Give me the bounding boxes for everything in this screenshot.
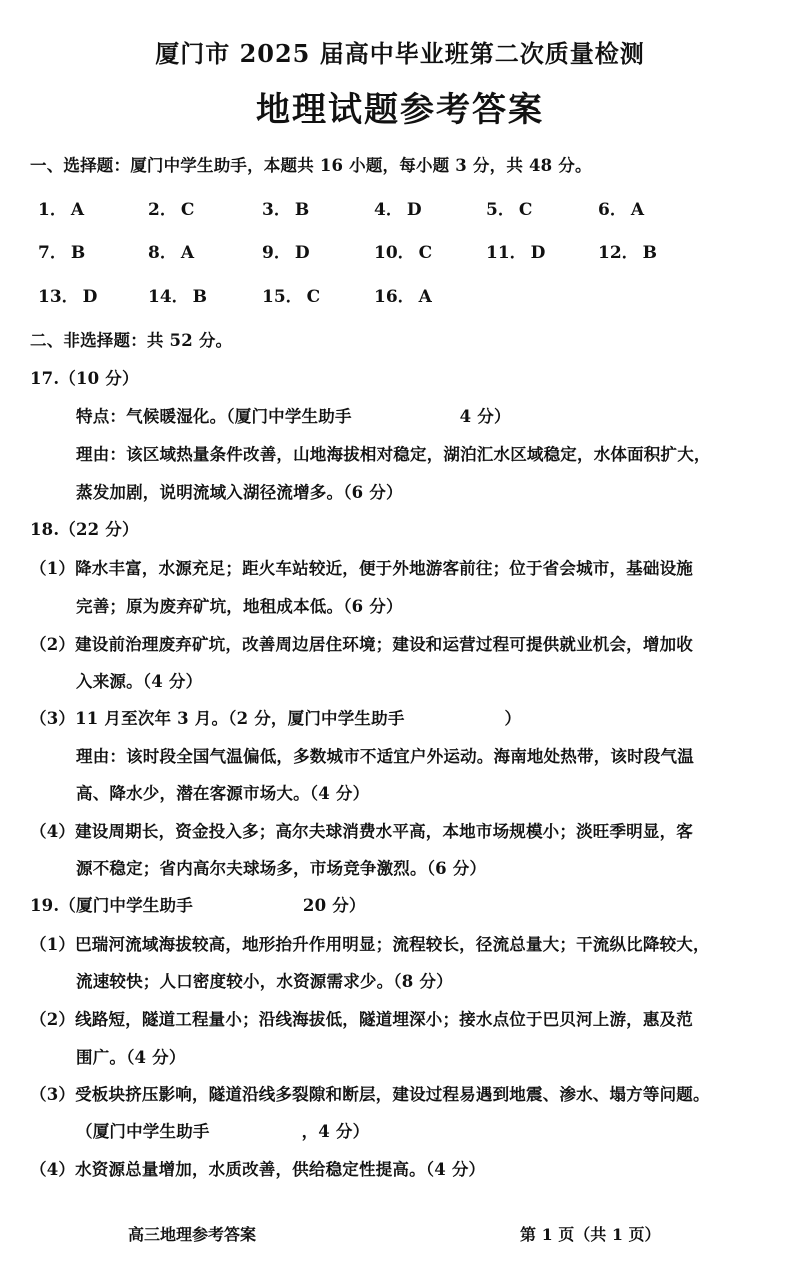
- mc-answer-letter: A: [630, 200, 645, 220]
- section1-heading: 一、选择题：厦门中学生助手，本题共 16 小题，每小题 3 分，共 48 分。: [30, 156, 592, 175]
- q19-part3-line2: [76, 1118, 369, 1142]
- mc-answer-item: [262, 282, 320, 307]
- mc-answer-letter: B: [192, 287, 208, 307]
- mc-answer-letter: B: [294, 200, 310, 220]
- mc-answer-item: [148, 195, 194, 220]
- q17-feature-text: 特点：气候暖湿化。（厦门中学生助手: [76, 407, 352, 426]
- mc-answer-item: [374, 238, 432, 263]
- mc-answer-item: [598, 195, 644, 220]
- mc-answer-letter: A: [180, 243, 195, 263]
- q19-part2-line2: 围广。（4 分）: [76, 1048, 186, 1067]
- q18-part2-line1: （2）建设前治理废弃矿坑，改善周边居住环境；建设和运营过程可提供就业机会，增加收: [30, 635, 693, 654]
- q19-part3-text: （厦门中学生助手: [76, 1122, 210, 1141]
- mc-answer-letter: D: [530, 243, 546, 263]
- q19-part1-line1: （1）巴瑞河流域海拔较高，地形抬升作用明显；流程较长，径流总量大；干流纵比降较大，: [30, 935, 710, 954]
- q18-part2-line2: 入来源。（4 分）: [76, 672, 203, 691]
- mc-answer-letter: C: [306, 287, 321, 307]
- mc-question-number: 9．: [262, 243, 291, 263]
- mc-answer-item: [38, 238, 85, 263]
- footer-page-number: 第 1 页（共 1 页）: [520, 1225, 661, 1244]
- mc-answer-letter: C: [418, 243, 433, 263]
- mc-answer-letter: C: [180, 200, 195, 220]
- exam-title: 厦门市 2025 届高中毕业班第二次质量检测: [155, 39, 645, 68]
- q18-part4-line2: 源不稳定；省内高尔夫球场多，市场竞争激烈。（6 分）: [76, 859, 487, 878]
- q17-label: 17.（10 分）: [30, 369, 139, 388]
- mc-question-number: 4．: [374, 200, 403, 220]
- mc-answer-letter: D: [406, 200, 422, 220]
- mc-question-number: 7．: [38, 243, 67, 263]
- mc-answer-letter: C: [518, 200, 533, 220]
- q18-part3-reason-line2: 高、降水少，潜在客源市场大。（4 分）: [76, 784, 370, 803]
- q18-part1-line1: （1）降水丰富，水源充足；距火车站较近，便于外地游客前往；位于省会城市，基础设施: [30, 559, 693, 578]
- mc-answer-item: [38, 195, 84, 220]
- q17-feature-score: 4 分）: [459, 407, 511, 426]
- mc-answer-item: [148, 282, 207, 307]
- mc-answer-item: [262, 238, 310, 263]
- mc-question-number: 8．: [148, 243, 177, 263]
- mc-question-number: 10．: [374, 243, 415, 263]
- mc-question-number: 5．: [486, 200, 515, 220]
- q18-part1-line2: 完善；原为废弃矿坑，地租成本低。（6 分）: [76, 597, 403, 616]
- q17-feature: [76, 403, 511, 427]
- q19-label: [30, 892, 366, 916]
- mc-answer-item: [374, 195, 422, 220]
- mc-answer-item: [148, 238, 194, 263]
- mc-answer-letter: B: [642, 243, 658, 263]
- mc-question-number: 13．: [38, 287, 79, 307]
- footer-doc-name: 高三地理参考答案: [128, 1225, 257, 1244]
- mc-question-number: 2．: [148, 200, 177, 220]
- q17-reason-line2: 蒸发加剧，说明流域入湖径流增多。（6 分）: [76, 483, 403, 502]
- mc-question-number: 15．: [262, 287, 303, 307]
- q19-part3-score: ，4 分）: [301, 1122, 370, 1141]
- q19-part1-line2: 流速较快；人口密度较小，水资源需求少。（8 分）: [76, 972, 453, 991]
- mc-question-number: 6．: [598, 200, 627, 220]
- q18-part3-text: （3）11 月至次年 3 月。（2 分，厦门中学生助手: [30, 709, 405, 728]
- q19-part3-line1: （3）受板块挤压影响，隧道沿线多裂隙和断层，建设过程易遇到地震、渗水、塌方等问题。: [30, 1085, 710, 1104]
- q19-part4-line1: （4）水资源总量增加，水质改善，供给稳定性提高。（4 分）: [30, 1160, 486, 1179]
- mc-answer-item: [486, 195, 532, 220]
- mc-question-number: 11．: [486, 243, 527, 263]
- document-title: 地理试题参考答案: [256, 90, 544, 130]
- mc-question-number: 1．: [38, 200, 67, 220]
- mc-question-number: 14．: [148, 287, 189, 307]
- q18-part3-close: ）: [504, 709, 522, 728]
- mc-question-number: 3．: [262, 200, 291, 220]
- q18-part3-reason-line1: 理由：该时段全国气温偏低，多数城市不适宜户外运动。海南地处热带，该时段气温: [76, 747, 694, 766]
- q17-reason-line1: 理由：该区域热量条件改善，山地海拔相对稳定，湖泊汇水区域稳定，水体面积扩大，: [76, 445, 711, 464]
- mc-question-number: 12．: [598, 243, 639, 263]
- q18-part4-line1: （4）建设周期长，资金投入多；高尔夫球消费水平高，本地市场规模小；淡旺季明显，客: [30, 822, 693, 841]
- section2-heading: 二、非选择题：共 52 分。: [30, 331, 233, 350]
- mc-answer-item: [598, 238, 657, 263]
- q19-label-score: 20 分）: [302, 896, 366, 915]
- q19-part2-line1: （2）线路短，隧道工程量小；沿线海拔低，隧道埋深小；接水点位于巴贝河上游，惠及范: [30, 1010, 693, 1029]
- mc-question-number: 16．: [374, 287, 415, 307]
- mc-answer-item: [262, 195, 309, 220]
- mc-answer-item: [38, 282, 97, 307]
- mc-answer-letter: A: [70, 200, 85, 220]
- q18-part3: [30, 705, 521, 729]
- mc-answer-item: [486, 238, 545, 263]
- mc-answer-letter: B: [70, 243, 86, 263]
- mc-answer-letter: D: [294, 243, 310, 263]
- q19-label-text: 19.（厦门中学生助手: [30, 896, 193, 915]
- q18-label: 18.（22 分）: [30, 520, 139, 539]
- mc-answer-item: [374, 282, 432, 307]
- mc-answer-letter: D: [82, 287, 98, 307]
- mc-answer-letter: A: [418, 287, 432, 307]
